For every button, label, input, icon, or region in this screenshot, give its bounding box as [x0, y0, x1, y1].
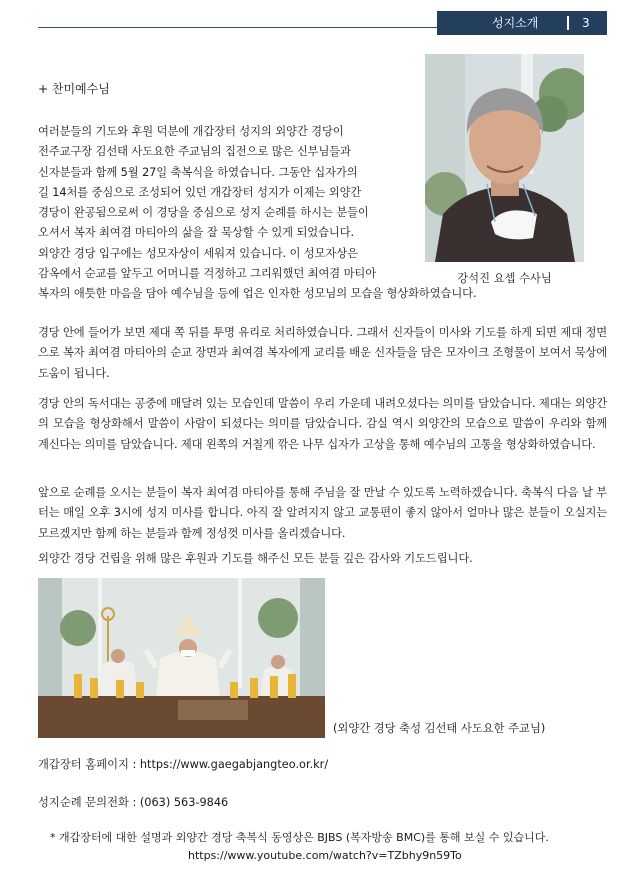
- blessing-ceremony-photo: [38, 578, 325, 738]
- video-note: * 개갑장터에 대한 설명과 외양간 경당 축복식 동영상은 BJBS (복자방송 BMC)를 통해 보실 수 있습니다.: [50, 831, 549, 844]
- text-line: 신자분들과 함께 5월 27일 축복식을 하였습니다. 그동안 십자가의: [38, 165, 358, 179]
- portrait-caption: 강석진 요셉 수사님: [457, 272, 552, 285]
- section-title: 성지소개: [492, 16, 539, 30]
- greeting: + 찬미예수님: [38, 82, 110, 96]
- text-line: 여러분들의 기도와 후원 덕분에 개갑장터 성지의 외양간 경당이: [38, 125, 344, 138]
- portrait-illustration: [425, 54, 584, 262]
- paragraph-3: 경당 안의 독서대는 공중에 매달려 있는 모습인데 말씀이 우리 가운데 내려오셨다는 의미를 담았습니다. 제대는 외양간의 모습을 형상화해서 말씀이 사람이 되셨다는 의미를 담았습니다. 감실 역시 외양간의 모습으로 말씀이 우리와 함께 계신다는 의미를 담았습니다. 제대 왼쪽의 거칠게 깎은 나무 십자가 고상을 통해 예수님의 고통을 형상화하였습니다.: [38, 397, 607, 451]
- text-line: 감옥에서 순교를 앞두고 어머니를 걱정하고 그리워했던 최여겸 마티아: [38, 267, 377, 281]
- ceremony-illustration: [38, 578, 325, 738]
- paragraph-4: 앞으로 순례를 오시는 분들이 복자 최여겸 마티아를 통해 주님을 잘 만날 수 있도록 노력하겠습니다. 축복식 다음 날 부터는 매일 오후 3시에 성지 미사를 합니다. 아직 잘 알려지지 않고 교통편이 좋지 않아서 얼마나 많은 분들이 오실지는 모르겠지만 함께 하는 분들과 함께 정성껏 미사를 올리겠습니다.: [38, 486, 607, 540]
- paragraph-2: 경당 안에 들어가 보면 제대 쪽 뒤를 투명 유리로 처리하였습니다. 그래서 신자들이 미사와 기도를 하게 되면 제대 정면으로 복자 최여겸 마티아의 순교 장면과 최여겸 복자에게 교리를 배운 신자들을 담은 모자이크 조형물이 보여서 묵상에 도움이 됩니다.: [38, 326, 607, 380]
- text-line: 경당이 완공됨으로써 이 경당을 중심으로 성지 순례를 하시는 분들이: [38, 206, 369, 220]
- photo-caption: (외양간 경당 축성 김선태 사도요한 주교님): [333, 722, 546, 735]
- section-header: [437, 11, 607, 35]
- paragraph-5: 외양간 경당 건립을 위해 많은 후원과 기도를 해주신 모든 분들 깊은 감사와 기도드립니다.: [38, 552, 473, 565]
- text-line: 복자의 애틋한 마음을 담아 예수님을 등에 업은 인자한 성모님의 모습을 형상화하였습니다.: [38, 287, 477, 301]
- text-line: 외양간 경당 입구에는 성모자상이 세워져 있습니다. 이 성모자상은: [38, 246, 358, 260]
- text-line: 전주교구장 김선태 사도요한 주교님의 집전으로 많은 신부님들과: [38, 145, 351, 159]
- page-number: 3: [582, 16, 590, 30]
- paragraph-1: [38, 122, 476, 305]
- portrait-photo: [425, 54, 584, 262]
- text-line: 오셔서 복자 최여겸 마티아의 삶을 잘 묵상할 수 있게 되었습니다.: [38, 226, 355, 240]
- homepage-info: 개갑장터 홈페이지 : https://www.gaegabjangteo.or.kr/: [38, 758, 329, 771]
- text-line: 길 14처를 중심으로 조성되어 있던 개갑장터 성지가 이제는 외양간: [38, 185, 362, 199]
- header-separator: [567, 16, 569, 30]
- video-url[interactable]: https://www.youtube.com/watch?v=TZbhy9n59To: [188, 849, 462, 862]
- phone-info: 성지순례 문의전화 : (063) 563-9846: [38, 796, 229, 809]
